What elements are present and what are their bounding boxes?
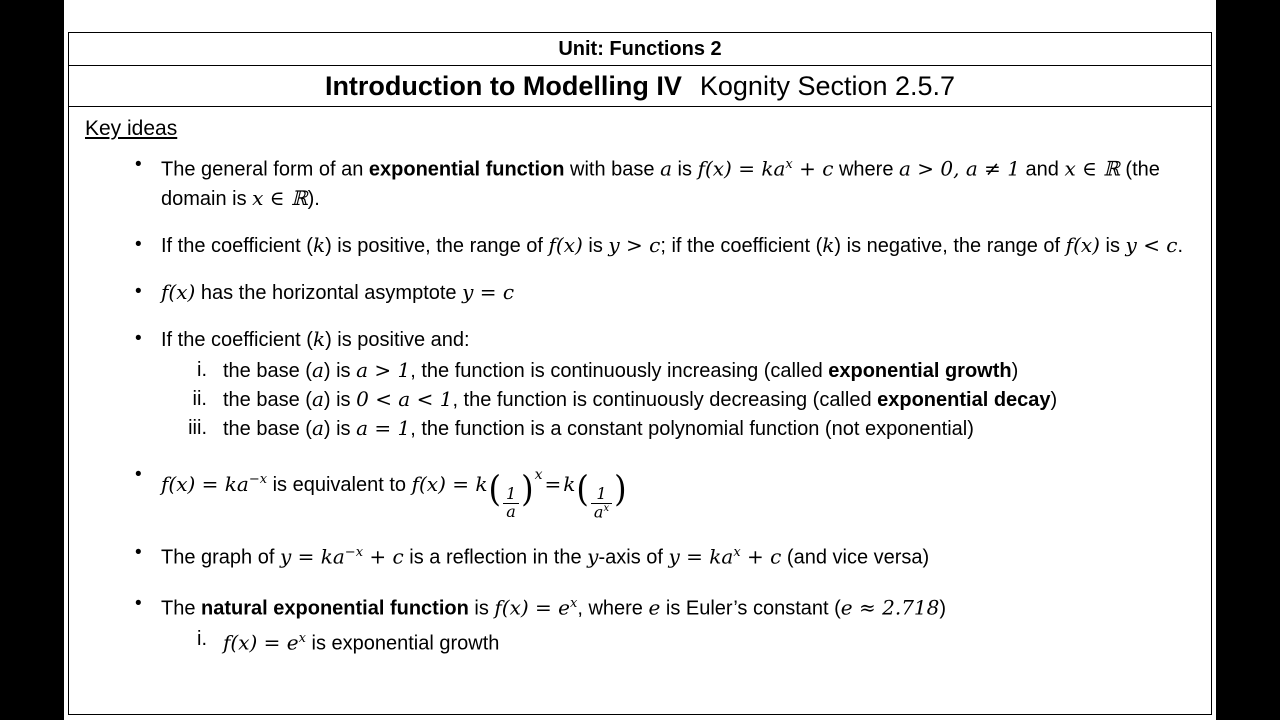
segment-math: y = c [462,279,515,304]
formula-lhs: f(x) = ka [161,471,249,496]
sub-list-growth-decay [161,356,1197,443]
title-header [68,65,1212,107]
roman-marker: i. [197,358,207,381]
segment-text: , the function is continuously decreasing (called [452,388,878,411]
segment-bold: natural exponential function [201,597,469,620]
key-ideas-heading: Key ideas [85,117,178,140]
unit-label: Unit: Functions 2 [558,37,722,60]
fraction-denominator [591,504,612,521]
segment-text: ) [939,597,947,620]
segment-exponent: x [570,595,578,611]
left-paren: ( [488,468,501,510]
right-paren: ) [521,468,534,510]
segment-text: is [1099,234,1126,257]
segment-math: k [312,232,326,257]
segment-text: , the function is continuously increasing (called [410,359,829,382]
segment-math: a [311,357,324,382]
segment-text: (the domain is [161,158,1160,210]
list-item-coefficient-range [83,231,1197,260]
segment-math: f(x) [1065,232,1100,257]
roman-marker: ii. [192,387,207,410]
segment-text: ) is [323,359,357,382]
sub-list-natural-growth [161,625,1197,658]
denominator-base: a [593,502,604,522]
segment-text: ). [307,187,320,210]
segment-math: f(x) = ka [697,156,786,181]
segment-math: 0 < a < 1 [356,386,453,411]
sub-list-item [161,625,1197,658]
segment-text: ) is positive and: [325,328,470,351]
formula-power-x: x [534,466,543,483]
segment-math: k [822,232,835,257]
segment-text: is [672,158,698,181]
segment-text: , where [577,597,649,620]
segment-bold: exponential function [368,158,565,181]
segment-math: f(x) = e [494,595,570,620]
page-title: Introduction to Modelling IV [324,70,682,101]
segment-text: The general form of an [161,158,369,181]
segment-math: a = 1 [356,415,411,440]
segment-math: y = ka [279,544,345,569]
segment-text: ; if the coefficient ( [660,234,823,257]
segment-math: x ∈ ℝ [1064,156,1120,181]
fraction-numerator: 1 [591,486,612,504]
segment-exponent: x [298,630,306,646]
segment-math: a [311,386,324,411]
segment-bold: exponential decay [877,388,1051,411]
formula-rhs2: k [563,471,576,496]
segment-math: f(x) = e [223,630,299,655]
segment-exponent: −x [344,545,364,561]
fraction-one-over-a-to-x [591,486,612,521]
segment-text: is [582,234,609,257]
fraction-one-over-a [503,486,519,521]
segment-text: ) [1050,388,1058,411]
right-paren: ) [614,468,627,510]
segment-math: y < c [1125,232,1178,257]
segment-math: a > 1 [356,357,411,382]
list-item-natural-exponential [83,590,1197,657]
segment-math: + c [792,156,834,181]
segment-text: is a reflection in the [403,546,588,569]
segment-math: y > c [608,232,661,257]
fraction-denominator: a [506,502,516,522]
slide-page [64,0,1216,720]
segment-text: is exponential growth [305,632,500,655]
segment-text: (and vice versa) [781,546,930,569]
segment-text: The graph of [161,546,280,569]
formula-equals: = [544,471,562,496]
segment-math: y = ka [668,544,734,569]
segment-text: with base [564,158,661,181]
segment-text: If the coefficient ( [161,328,313,351]
list-item-asymptote [83,278,1197,307]
segment-bold: exponential growth [828,359,1012,382]
segment-text: ) is [323,388,357,411]
segment-math: e [648,595,661,620]
denominator-exponent: x [603,503,610,515]
segment-math: y [587,544,599,569]
list-item-general-form [83,151,1197,213]
segment-text: . [1177,234,1184,257]
roman-marker: i. [197,627,207,650]
segment-math: k [312,326,326,351]
segment-text: and [1019,158,1065,181]
segment-text: is Euler’s constant ( [660,597,841,620]
segment-text: is [468,597,495,620]
list-item-coefficient-positive [83,325,1197,443]
formula-lhs-exponent: −x [248,471,268,487]
segment-text: The [161,597,202,620]
sub-list-item [161,385,1197,414]
roman-marker: iii. [188,416,207,439]
content-body [68,107,1212,715]
list-item-negative-exponent-equivalence [83,461,1197,522]
fraction-numerator: 1 [503,486,519,504]
segment-math: f(x) [161,279,196,304]
segment-math: a [311,415,324,440]
segment-exponent: x [785,157,793,172]
segment-text: the base ( [223,417,312,440]
segment-math: e ≈ 2.718 [840,595,940,620]
segment-text: ) [1011,359,1019,382]
segment-text: If the coefficient ( [161,234,313,257]
segment-math: x ∈ ℝ [252,185,308,210]
segment-math: + c [740,544,782,569]
segment-text: ) is [323,417,357,440]
segment-text: ) is negative, the range of [834,234,1066,257]
unit-header [68,32,1212,65]
segment-text: -axis of [598,546,669,569]
segment-math: f(x) [548,232,583,257]
segment-text: , the function is a constant polynomial function (not exponential) [410,417,974,440]
left-paren: ( [576,468,589,510]
formula-connector: is equivalent to [267,473,412,496]
section-reference: Kognity Section 2.5.7 [699,70,956,101]
segment-math: a [660,156,672,181]
segment-math: + c [363,544,404,569]
segment-text: the base ( [223,359,312,382]
segment-text: has the horizontal asymptote [195,281,463,304]
segment-math: a > 0, a ≠ 1 [899,156,1020,181]
sub-list-item [161,356,1197,385]
key-ideas-list [83,151,1197,657]
formula-rhs1: f(x) = k [411,471,488,496]
list-item-reflection [83,539,1197,572]
sub-list-item [161,414,1197,443]
segment-text: where [833,158,899,181]
segment-text: ) is positive, the range of [325,234,549,257]
segment-text: the base ( [223,388,312,411]
segment-exponent: x [733,545,741,561]
